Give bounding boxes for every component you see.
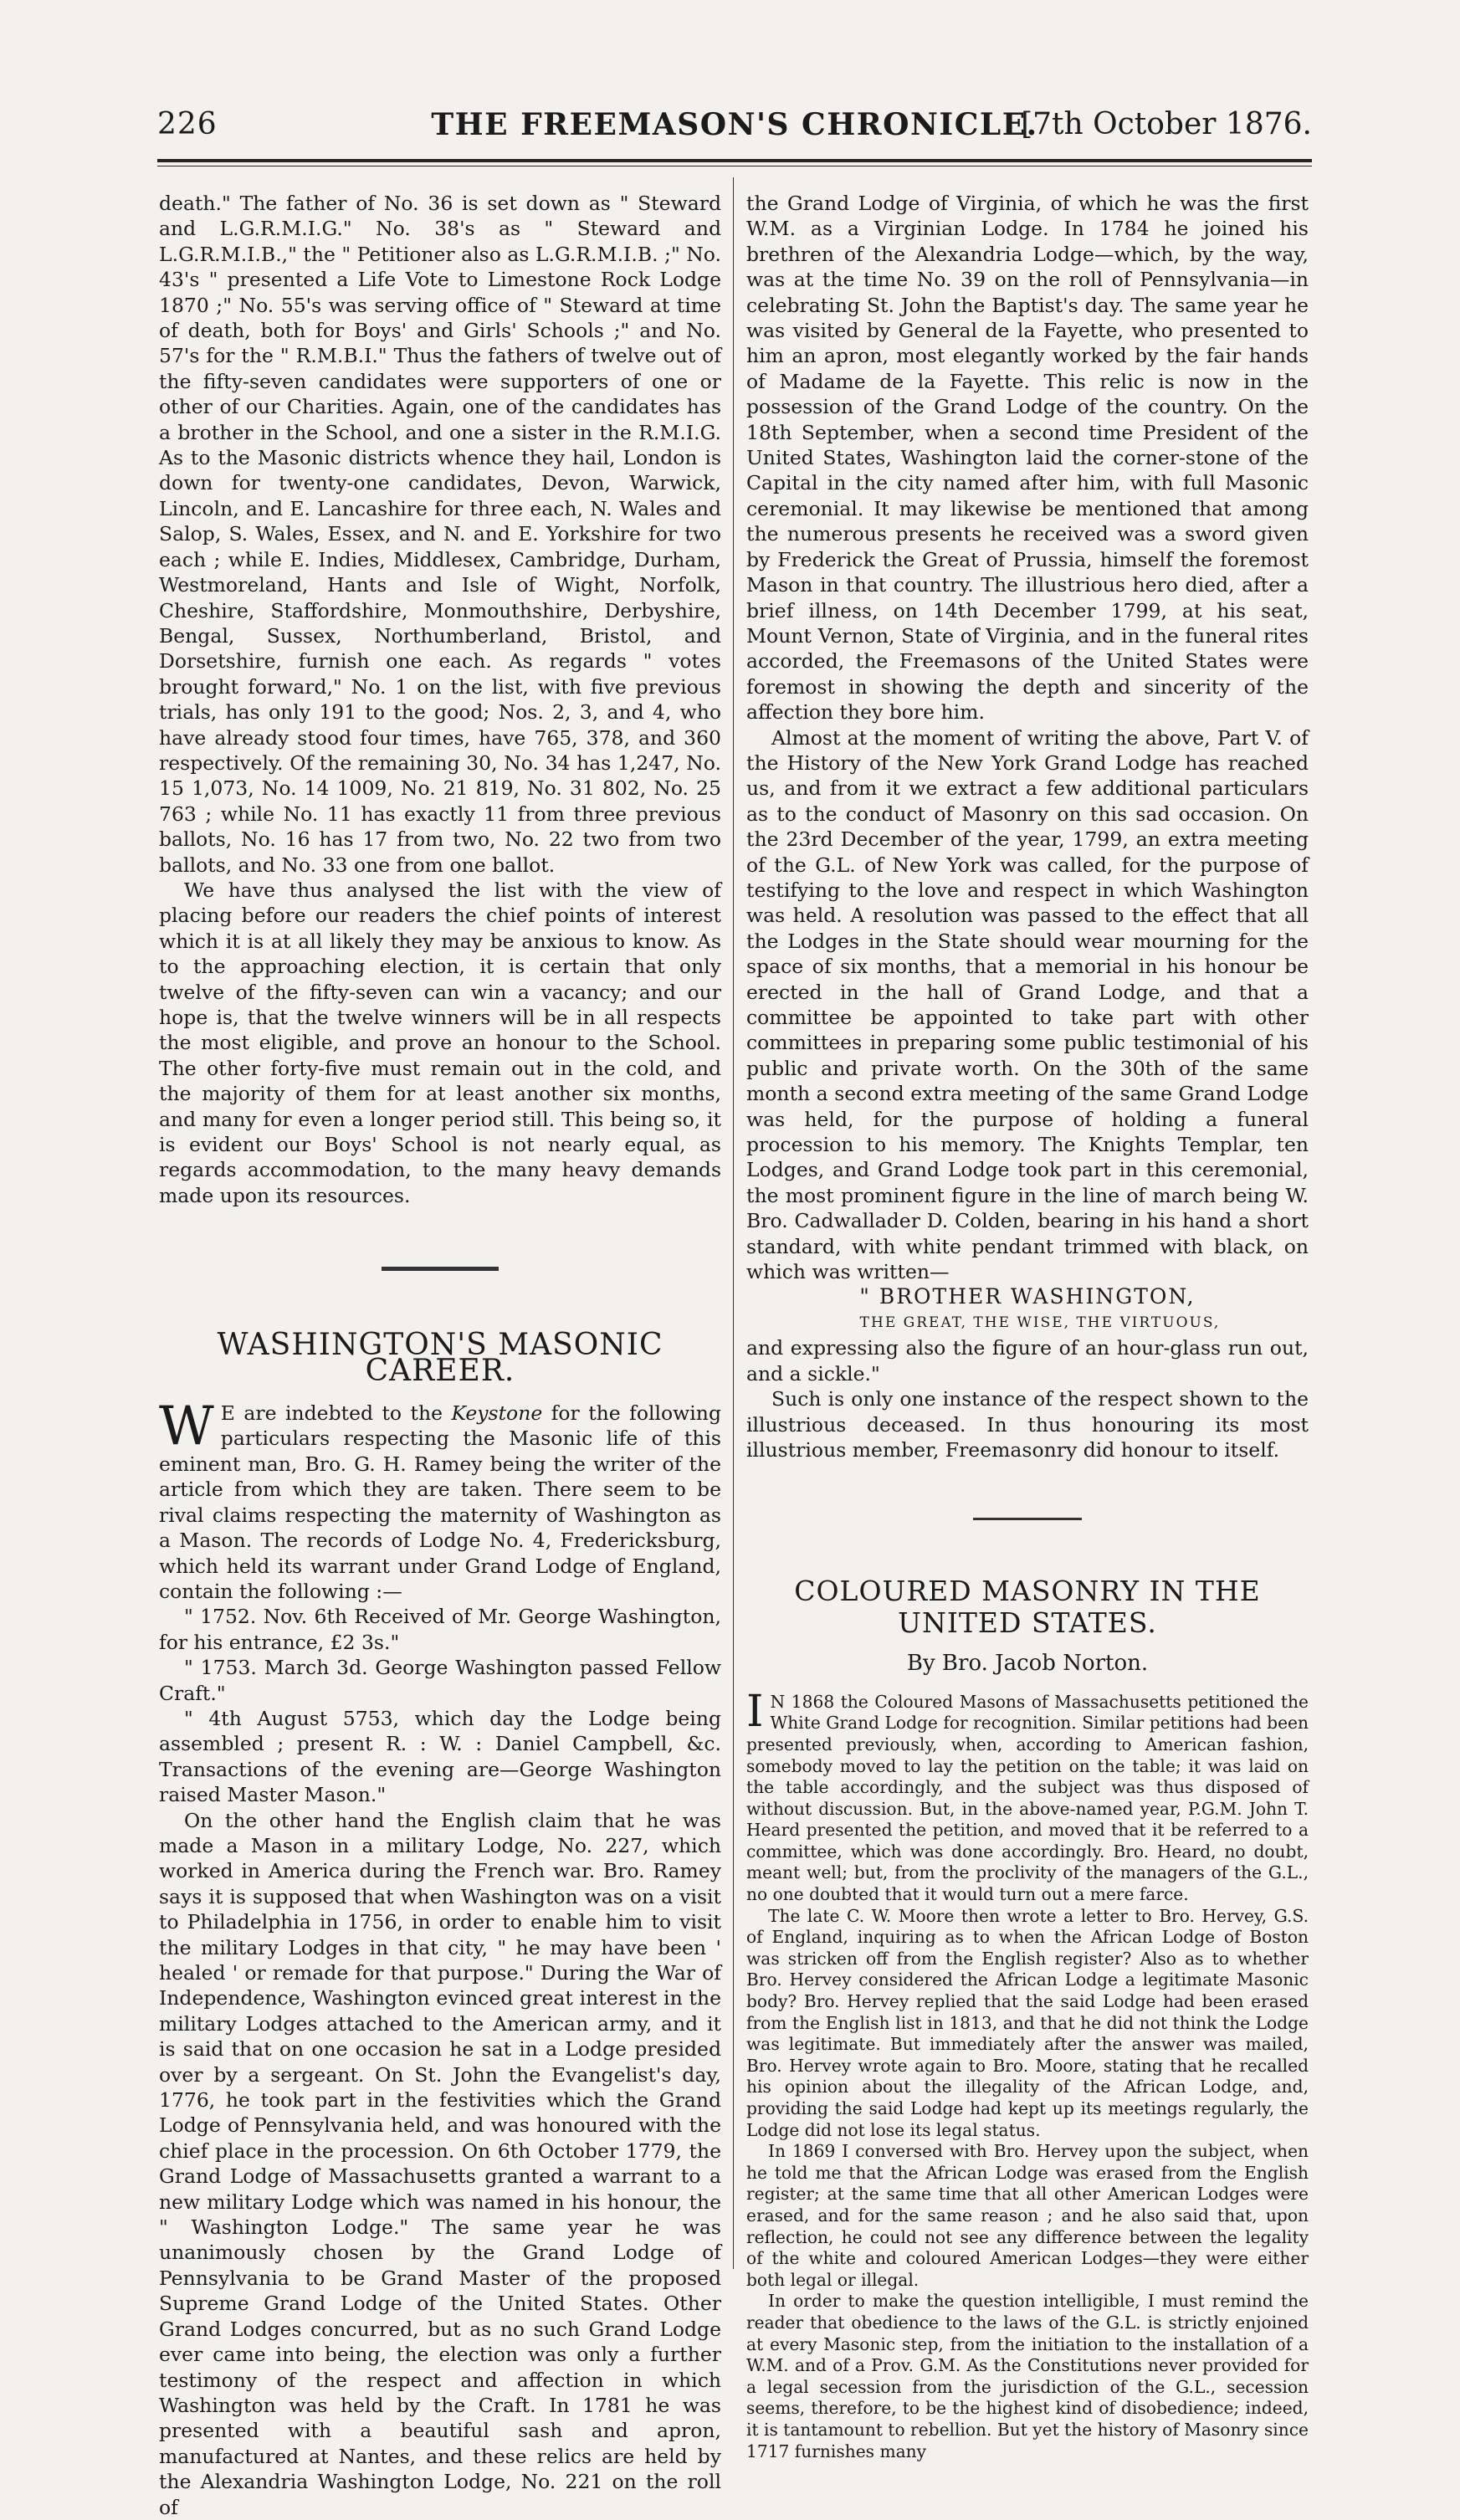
column-divider	[733, 177, 734, 2269]
right-column	[746, 191, 1309, 2462]
page-number: 226	[157, 107, 218, 141]
page-header	[157, 107, 1312, 154]
issue-date: [7th October 1876.	[1021, 107, 1312, 141]
record-quote-3: " 4th August 5753, which day the Lodge being assembled ; present R. : W. : Daniel Campbell, &c. Transactions of the evening are—George Washington raised Master Mason."	[159, 1706, 721, 1807]
section-divider-right	[973, 1518, 1082, 1520]
coloured-paragraph-2: The late C. W. Moore then wrote a letter to Bro. Hervey, G.S. of England, inquiring as to when the African Lodge of Boston was stricken off from the English register? Also as to whether Bro. Hervey considered the African Lodge a legitimate Masonic body? Bro. Hervey replied that the said Lodge had been erased from the English list in 1813, and that he did not think the Lodge was legitimate. But immediately after the answer was mailed, Bro. Hervey wrote again to Bro. Moore, stating that he recalled his opinion about the illegality of the African Lodge, and, providing the said Lodge had kept up its meetings regularly, the Lodge did not lose its legal status.	[746, 1905, 1309, 2140]
banner-subtitle: THE GREAT, THE WISE, THE VIRTUOUS,	[859, 1314, 1221, 1331]
masthead-title: THE FREEMASON'S CHRONICLE.	[431, 107, 1038, 142]
coloured-masonry-title: COLOURED MASONRY IN THE UNITED STATES.	[794, 1575, 1261, 1640]
coloured-paragraph-1: I N 1868 the Coloured Masons of Massachusetts petitioned the White Grand Lodge for recognition. Similar petitions had been presented previously, when, according to American fashion, somebody moved to lay the petition on the table; it was laid on the table accordingly, and the subject was thus disposed of without discussion. But, in the above-named year, P.G.M. John T. Heard presented the petition, and moved that it be referred to a committee, which was done accordingly. Bro. Heard, no doubt, meant well; but, from the proclivity of the managers of the G.L., no one doubted that it would turn out a mere farce.	[746, 1686, 1309, 1905]
coloured-paragraph-3: In 1869 I conversed with Bro. Hervey upon the subject, when he told me that the African Lodge was erased from the English register; at the same time that all other American Lodges were erased, and for the same reason ; and he also said that, upon reflection, he could not see any difference between the legality of the white and coloured American Lodges—they were either both legal or illegal.	[746, 2141, 1309, 2290]
washington-paragraph: On the other hand the English claim that he was made a Mason in a military Lodge, No. 227, which worked in America during the French war. Bro. Ramey says it is supposed that when Washington was on a visit to Philadelphia in 1756, in order to enable him to visit the military Lodges in that city, " he may have been ' healed ' or remade for that purpose." During the War of Independence, Washington evinced great interest in the military Lodges attached to the American army, and it is said that on one occasion he sat in a Lodge presided over by a sergeant. On St. John the Evangelist's day, 1776, he took part in the festivities which the Grand Lodge of Pennsylvania held, and was honoured with the chief place in the procession. On 6th October 1779, the Grand Lodge of Massachusetts granted a warrant to a new military Lodge which was named in his honour, the " Washington Lodge." The same year he was unanimously chosen by the Grand Lodge of Pennsylvania to be Grand Master of the proposed Supreme Grand Lodge of the United States. Other Grand Lodges concurred, but as no such Grand Lodge ever came into being, the election was only a further testimony of the respect and affection in which Washington was held by the Craft. In 1781 he was presented with a beautiful sash and apron, manufactured at Nantes, and these relics are held by the Alexandria Washington Lodge, No. 221 on the roll of	[159, 1808, 721, 2519]
charity-paragraph-1: death." The father of No. 36 is set down as " Steward and L.G.R.M.I.G." No. 38's as " Steward and L.G.R.M.I.B.," the " Petitioner also as L.G.R.M.I.B. ;" No. 43's " presented a Life Vote to Limestone Rock Lodge 1870 ;" No. 55's was serving office of " Steward at time of death, both for Boys' and Girls' Schools ;" and No. 57's for the " R.M.B.I." Thus the fathers of twelve out of the fifty-seven candidates were supporters of one or other of our Charities. Again, one of the candidates has a brother in the School, and one a sister in the R.M.I.G. As to the Masonic districts whence they hail, London is down for twenty-one candidates, Devon, Warwick, Lincoln, and E. Lancashire for three each, N. Wales and Salop, S. Wales, Essex, and N. and E. Yorkshire for two each ; while E. Indies, Middlesex, Cambridge, Durham, Westmoreland, Hants and Isle of Wight, Norfolk, Cheshire, Staffordshire, Monmouthshire, Derbyshire, Bengal, Sussex, Northumberland, Bristol, and Dorsetshire, furnish one each. As regards " votes brought forward," No. 1 on the list, with five previous trials, has only 191 to the good; Nos. 2, 3, and 4, who have already stood four times, have 765, 378, and 360 respectively. Of the remaining 30, No. 34 has 1,247, No. 15 1,073, No. 14 1009, No. 21 819, No. 31 802, No. 25 763 ; while No. 11 has exactly 11 from three previous ballots, No. 16 has 17 from two, No. 22 two from two ballots, and No. 33 one from one ballot.	[159, 192, 721, 877]
washington-intro: W E are indebted to the Keystone for the following particulars respecting the Masonic life of this eminent man, Bro. G. H. Ramey being the writer of the article from which they are taken. There seem to be rival claims respecting the maternity of Washington as a Mason. The records of Lodge No. 4, Fredericksburg, which held its warrant under Grand Lodge of England, contain the following :—	[159, 1396, 721, 1603]
drop-cap-i: I	[746, 1686, 764, 1737]
washington-continued: the Grand Lodge of Virginia, of which he was the first W.M. as a Virginian Lodge. In 1784 he joined his brethren of the Alexandria Lodge—which, by the way, was at the time No. 39 on the roll of Pennsylvania—in celebrating St. John the Baptist's day. The same year he was visited by General de la Fayette, who presented to him an apron, most elegantly worked by the fair hands of Madame de la Fayette. This relic is now in the possession of the Grand Lodge of the country. On the 18th September, when a second time President of the United States, Washington laid the corner-stone of the Capital in the city named after him, with full Masonic ceremonial. It may likewise be mentioned that among the numerous presents he received was a sword given by Frederick the Great of Prussia, himself the foremost Mason in that country. The illustrious hero died, after a brief illness, on 14th December 1799, at his seat, Mount Vernon, State of Virginia, and in the funeral rites accorded, the Freemasons of the United States were foremost in showing the depth and sincerity of the affection they bore him.	[746, 192, 1309, 725]
charity-paragraph-2: We have thus analysed the list with the view of placing before our readers the chief points of interest which it is at all likely they may be anxious to know. As to the approaching election, it is certain that only twelve of the fifty-seven can win a vacancy; and our hope is, that the twelve winners will be in all respects the most eligible, and prove an honour to the School. The other forty-five must remain out in the cold, and the majority of them for at least another six months, and many for even a longer period still. This being so, it is evident our Boys' School is not nearly equal, as regards accommodation, to the many heavy demands made upon its resources.	[159, 878, 721, 1207]
left-column	[159, 191, 721, 2520]
keystone-title: Keystone	[451, 1401, 543, 1426]
washington-section-title: WASHINGTON'S MASONIC CAREER.	[217, 1328, 663, 1388]
closing-paragraph: Such is only one instance of the respect shown to the illustrious deceased. In thus honouring its most illustrious member, Freemasonry did honour to itself.	[746, 1387, 1309, 1462]
coloured-masonry-body	[746, 1686, 1309, 2462]
coloured-paragraph-4: In order to make the question intelligible, I must remind the reader that obedience to the laws of the G.L. is strictly enjoined at every Masonic step, from the initiation to the installation of a W.M. and of a Prov. G.M. As the Constitutions never provided for a legal secession from the jurisdiction of the G.L., secession seems, therefore, to be the highest kind of disobedience; indeed, it is tantamount to rebellion. But yet the history of Masonry since 1717 furnishes many	[746, 2291, 1309, 2461]
record-quote-2: " 1753. March 3d. George Washington passed Fellow Craft."	[159, 1656, 721, 1705]
section-divider	[382, 1267, 499, 1271]
banner-inscription: " BROTHER WASHINGTON,	[859, 1284, 1196, 1309]
drop-cap-w: W	[159, 1396, 214, 1458]
hourglass-paragraph: and expressing also the figure of an hour-glass run out, and a sickle."	[746, 1336, 1309, 1385]
new-york-paragraph: Almost at the moment of writing the above, Part V. of the History of the New York Grand Lodge has reached us, and from it we extract a few additional particulars as to the conduct of Masonry on this sad occasion. On the 23rd December of the year, 1799, an extra meeting of the G.L. of New York was called, for the purpose of testifying to the love and respect in which Washington was held. A resolution was passed to the effect that all the Lodges in the State should wear mourning for the space of six months, that a memorial in his honour be erected in the hall of Grand Lodge, and that a committee be appointed to take part with other committees in preparing some public testimonial of his public and private worth. On the 30th of the same month a second extra meeting of the same Grand Lodge was held, for the purpose of holding a funeral procession to his memory. The Knights Templar, ten Lodges, and Grand Lodge took part in this ceremonial, the most prominent figure in the line of march being W. Bro. Cadwallader D. Colden, bearing in his hand a short standard, with white pendant trimmed with black, on which was written—	[746, 725, 1309, 1284]
record-quote-1: " 1752. Nov. 6th Received of Mr. George Washington, for his entrance, £2 3s."	[159, 1605, 721, 1654]
header-rule-thick	[157, 159, 1312, 162]
byline: By Bro. Jacob Norton.	[906, 1651, 1149, 1677]
